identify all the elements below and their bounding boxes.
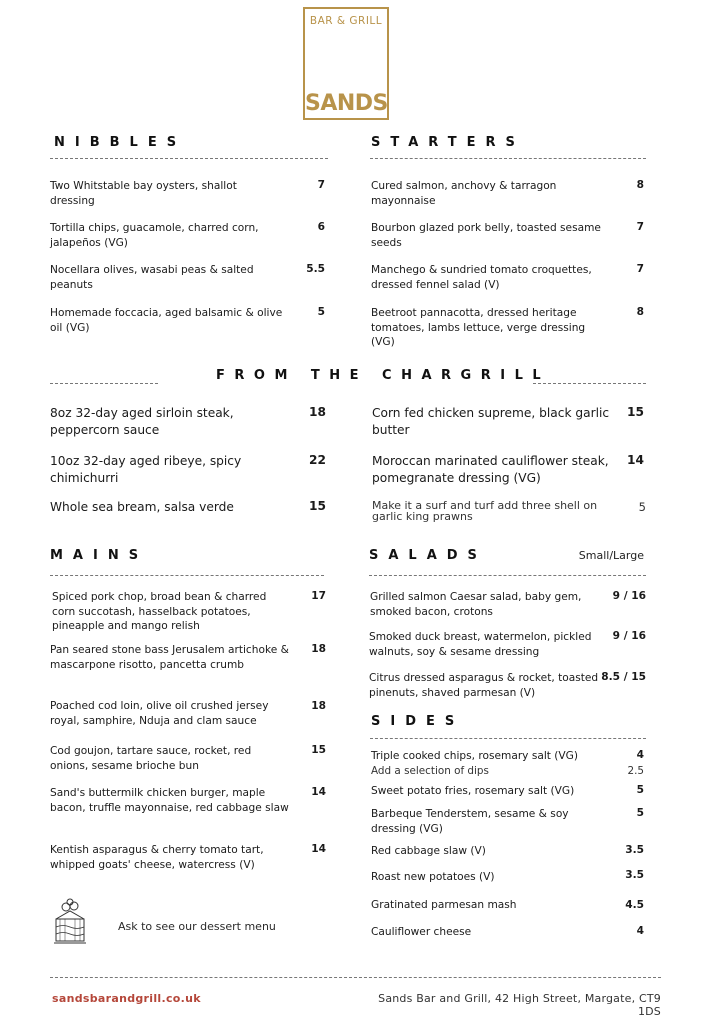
- salads-item-price: 9 / 16: [612, 590, 646, 602]
- nibbles-item-price: 5: [317, 306, 325, 318]
- salads-item-price: 8.5 / 15: [601, 671, 646, 683]
- mains-item-price: 15: [311, 744, 326, 756]
- sides-dips-note: Add a selection of dips: [371, 765, 489, 777]
- salads-item-name: Citrus dressed asparagus & rocket, toasted pinenuts, shaved parmesan (V): [369, 672, 599, 699]
- sides-item-name: Cauliflower cheese: [371, 926, 472, 938]
- sides-item-name: Gratinated parmesan mash: [371, 899, 517, 911]
- sides-item-name: Barbeque Tenderstem, sesame & soy dressing (VG): [371, 808, 569, 835]
- sides-item-price: 4: [636, 749, 644, 761]
- chargrill-item-name: Corn fed chicken supreme, black garlic butter: [372, 406, 610, 437]
- sides-item-price: 3.5: [625, 869, 644, 881]
- salads-item-price: 9 / 16: [612, 630, 646, 642]
- nibbles-item-price: 7: [317, 179, 325, 191]
- sides-item-price: 5: [636, 784, 644, 796]
- sides-divider: [370, 738, 646, 739]
- mains-divider: [50, 575, 324, 576]
- chargrill-divider-right: [533, 383, 646, 384]
- nibbles-item-name: Two Whitstable bay oysters, shallot dressing: [50, 180, 237, 207]
- sides-dips-price: 2.5: [627, 765, 644, 777]
- mains-item-price: 14: [311, 843, 326, 855]
- chargrill-item-price: 22: [309, 453, 326, 467]
- sides-item-name: Sweet potato fries, rosemary salt (VG): [371, 785, 575, 797]
- nibbles-item-price: 5.5: [306, 263, 325, 275]
- footer-divider: [50, 977, 661, 978]
- chargrill-item-name: Moroccan marinated cauliflower steak, pomegranate dressing (VG): [372, 454, 609, 485]
- chargrill-item-price: 15: [309, 499, 326, 513]
- nibbles-item-name: Nocellara olives, wasabi peas & salted peanuts: [50, 264, 254, 291]
- chargrill-surf-and-turf-price: 5: [638, 500, 646, 514]
- cake-slice-icon: [50, 897, 90, 949]
- chargrill-item-price: 18: [309, 405, 326, 419]
- salads-divider: [369, 575, 646, 576]
- nibbles-heading: NIBBLES: [54, 135, 187, 150]
- starters-item-name: Manchego & sundried tomato croquettes, dressed fennel salad (V): [371, 264, 592, 291]
- starters-item-price: 7: [636, 221, 644, 233]
- mains-item-name: Poached cod loin, olive oil crushed jersey royal, samphire, Nduja and clam sauce: [50, 700, 269, 727]
- nibbles-item-name: Tortilla chips, guacamole, charred corn, jalapeños (VG): [50, 222, 259, 249]
- mains-item-price: 14: [311, 786, 326, 798]
- chargrill-item-price: 14: [627, 453, 644, 467]
- starters-heading: STARTERS: [371, 135, 525, 150]
- mains-item-name: Cod goujon, tartare sauce, rocket, red onions, sesame brioche bun: [50, 745, 252, 772]
- mains-heading: MAINS: [50, 548, 149, 563]
- sides-item-price: 3.5: [625, 844, 644, 856]
- sides-item-name: Triple cooked chips, rosemary salt (VG): [371, 750, 579, 762]
- salads-size-label: Small/Large: [578, 549, 644, 562]
- chargrill-item-name: Whole sea bream, salsa verde: [50, 500, 234, 514]
- chargrill-surf-and-turf-note: Make it a surf and turf add three shell on garlic king prawns: [372, 499, 598, 523]
- starters-item-name: Beetroot pannacotta, dressed heritage tomatoes, lambs lettuce, verge dressing (VG): [371, 307, 586, 349]
- website-link[interactable]: sandsbarandgrill.co.uk: [52, 992, 201, 1005]
- sides-item-name: Red cabbage slaw (V): [371, 845, 486, 857]
- starters-item-price: 7: [636, 263, 644, 275]
- mains-item-name: Pan seared stone bass Jerusalem artichoke & mascarpone risotto, pancetta crumb: [50, 644, 289, 671]
- dessert-menu-note: Ask to see our dessert menu: [118, 920, 276, 933]
- logo-tagline: BAR & GRILL: [309, 15, 383, 27]
- starters-divider: [370, 158, 646, 159]
- chargrill-divider-left: [50, 383, 158, 384]
- mains-item-price: 17: [311, 590, 326, 602]
- chargrill-item-price: 15: [627, 405, 644, 419]
- nibbles-item-name: Homemade foccacia, aged balsamic & olive oil (VG): [50, 307, 283, 334]
- sides-item-price: 4.5: [625, 899, 644, 911]
- footer-address: Sands Bar and Grill, 42 High Street, Margate, CT9 1DS: [378, 992, 661, 1018]
- nibbles-item-price: 6: [317, 221, 325, 233]
- salads-heading: SALADS: [369, 548, 487, 563]
- sides-item-price: 5: [636, 807, 644, 819]
- sands-logo: [303, 7, 389, 120]
- chargrill-heading: FROM THE CHARGRILL: [216, 368, 551, 383]
- salads-item-name: Smoked duck breast, watermelon, pickled walnuts, soy & sesame dressing: [369, 631, 592, 658]
- mains-item-name: Kentish asparagus & cherry tomato tart, whipped goats' cheese, watercress (V): [50, 844, 264, 871]
- starters-item-name: Cured salmon, anchovy & tarragon mayonnaise: [371, 180, 557, 207]
- mains-item-name: Spiced pork chop, broad bean & charred corn succotash, hasselback potatoes, pineapple and mango relish: [52, 591, 267, 633]
- sides-item-price: 4: [636, 925, 644, 937]
- starters-item-price: 8: [636, 306, 644, 318]
- starters-item-name: Bourbon glazed pork belly, toasted sesame seeds: [371, 222, 601, 249]
- starters-item-price: 8: [636, 179, 644, 191]
- nibbles-divider: [50, 158, 328, 159]
- sides-item-name: Roast new potatoes (V): [371, 871, 495, 883]
- salads-item-name: Grilled salmon Caesar salad, baby gem, smoked bacon, crotons: [370, 591, 582, 618]
- chargrill-item-name: 8oz 32-day aged sirloin steak, peppercorn sauce: [50, 406, 234, 437]
- mains-item-price: 18: [311, 700, 326, 712]
- logo-name: SANDS: [305, 91, 388, 116]
- mains-item-name: Sand's buttermilk chicken burger, maple bacon, truffle mayonnaise, red cabbage slaw: [50, 787, 289, 814]
- sides-heading: SIDES: [371, 714, 465, 729]
- mains-item-price: 18: [311, 643, 326, 655]
- chargrill-item-name: 10oz 32-day aged ribeye, spicy chimichurri: [50, 454, 242, 485]
